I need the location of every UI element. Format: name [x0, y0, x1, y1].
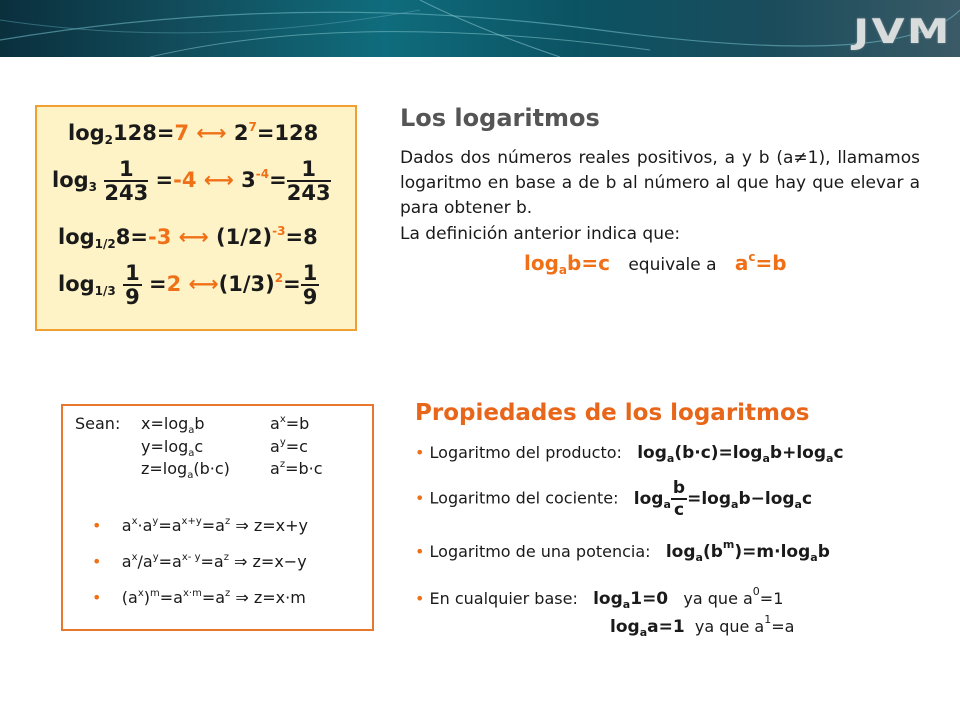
definition-formula: $\log_ab=c$ equivale a $a^c=b$	[524, 250, 787, 277]
def-az: $a^z=b\cdot c$	[270, 459, 323, 478]
def-ax: $a^x=b$	[270, 414, 310, 433]
definition-lead: La definición anterior indica que:	[400, 224, 681, 244]
header-banner	[0, 0, 960, 57]
example-row-1: $\log_2128=7$ ⟷ $2^7=128$	[68, 120, 319, 147]
section-title-properties: Propiedades de los logaritmos	[415, 400, 810, 426]
product-rule: • $a^x\cdot a^y=a^{x+y}=a^z$ ⇒ z=x+y	[92, 516, 308, 535]
def-ay: $a^y=c$	[270, 437, 308, 456]
def-y: $y=\log_ac$	[141, 437, 204, 459]
quotient-rule: • $a^x/a^y=a^{x- y}=a^z$ ⇒ z=x−y	[92, 552, 307, 571]
property-base-itself: $\log_aa=1$ ya que $a^1=a$	[610, 613, 795, 639]
power-rule: • $(a^x)^m=a^{x\cdot m}=a^z$ ⇒ z=x·m	[92, 588, 306, 607]
sean-label: Sean:	[75, 414, 121, 433]
property-product: • Logaritmo del producto: $\log_a(b\cdot c)=\log_ab+\log_ac$	[415, 443, 844, 465]
def-x: $x=\log_ab$	[141, 414, 205, 436]
section-title-logarithms: Los logaritmos	[400, 104, 600, 132]
example-row-3: $\log_{1/2}8=-3$ ⟷ $(1/2)^{-3}=8$	[58, 224, 318, 251]
property-quotient: • Logaritmo del cociente: $\log_a$ $\frac{b}{c}$ $=\log_ab-\log_ac$	[415, 478, 813, 520]
banner-decoration	[0, 0, 960, 57]
definition-paragraph: Dados dos números reales positivos, a y b (a≠1), llamamos logaritmo en base a de b al número al que hay que elevar a para obtener b.	[400, 148, 920, 218]
example-row-4: $\log_{1/3}$ $\frac{1}{9}$ =2 $⟷(1/3)^2=$ $\frac{1}{9}$	[58, 261, 318, 309]
property-any-base: • En cualquier base: $\log_a1=0$ ya que $a^0=1$	[415, 585, 784, 611]
example-row-2: $\log_3$ $\frac{1}{243}$ =-4 ⟷ $3^{-4}=$ $\frac{1}{243}$	[52, 157, 331, 205]
def-z: $z=\log_a(b\cdot c)$	[141, 459, 230, 481]
jvm-logo: JVM	[853, 12, 952, 52]
property-power: • Logaritmo de una potencia: $\log_a(b^m)=m\cdot\log_ab$	[415, 538, 830, 564]
